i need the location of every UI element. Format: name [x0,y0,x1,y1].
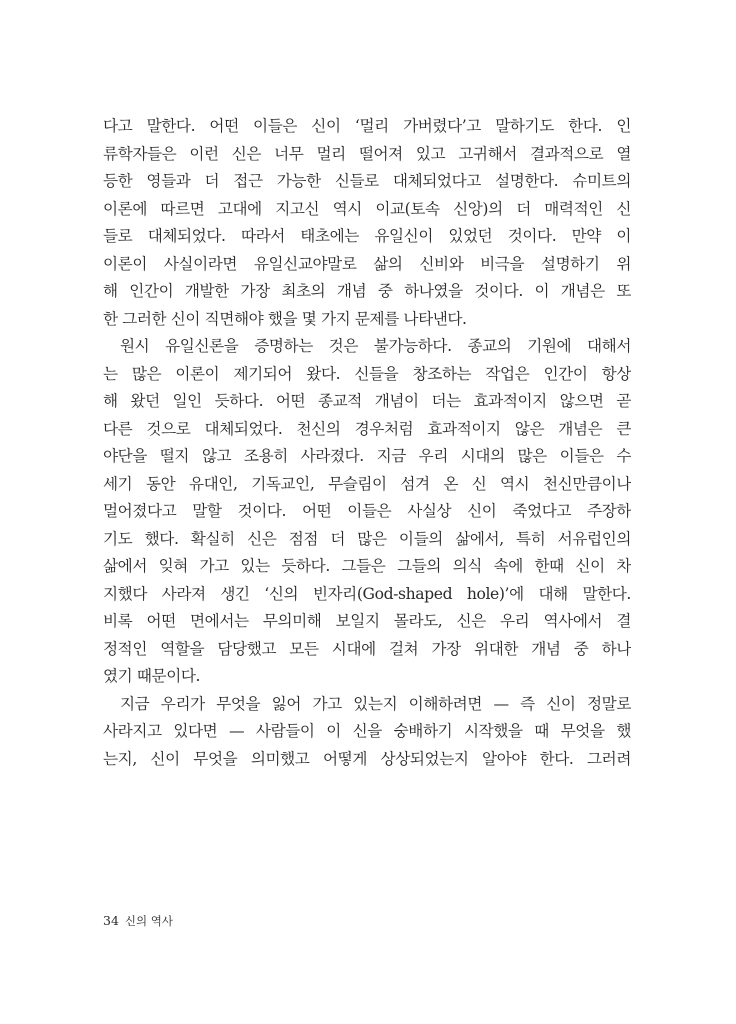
text-line: 야단을 떨지 않고 조용히 사라졌다. 지금 우리 시대의 많은 이들은 수 [103,447,631,465]
paragraph-end-line: 였기 때문이다. [103,667,201,685]
text-line: 세기 동안 유대인, 기독교인, 무슬림이 섬겨 온 신 역시 천신만큼이나 [103,474,631,493]
paragraph-start-line: 지금 우리가 무엇을 잃어 가고 있는지 이해하려면 — 즉 신이 정말로 [120,694,631,713]
text-line: 는지, 신이 무엇을 의미했고 어떻게 상상되었는지 알아야 한다. 그러려 [103,749,631,768]
text-line: 해 인간이 개발한 가장 최초의 개념 중 하나였을 것이다. 이 개념은 또 [103,282,631,300]
text-line: 정적인 역할을 담당했고 모든 시대에 걸쳐 가장 위대한 개념 중 하나 [103,639,631,658]
text-line: 삶에서 잊혀 가고 있는 듯하다. 그들은 그들의 의식 속에 한때 신이 차 [103,557,631,575]
text-line: 류학자들은 이런 신은 너무 멀리 떨어져 있고 고귀해서 결과적으로 열 [103,144,631,163]
text-line: 비록 어떤 면에서는 무의미해 보일지 몰라도, 신은 우리 역사에서 결 [103,612,631,630]
text-line: 이론에 따르면 고대에 지고신 역시 이교(토속 신앙)의 더 매력적인 신 [103,199,631,218]
text-line: 사라지고 있다면 — 사람들이 이 신을 숭배하기 시작했을 때 무엇을 했 [103,722,631,740]
text-line: 등한 영들과 더 접근 가능한 신들로 대체되었다고 설명한다. 슈미트의 [103,172,631,190]
text-line: 다른 것으로 대체되었다. 천신의 경우처럼 효과적이지 않은 개념은 큰 [103,419,631,438]
running-title: 신의 역사 [124,914,173,928]
text-line: 기도 했다. 확실히 신은 점점 더 많은 이들의 삶에서, 특히 서유럽인의 [103,529,631,548]
text-line: 지했다 사라져 생긴 ‘신의 빈자리(God-shaped hole)’에 대해 말한다. [103,584,631,603]
text-line: 는 많은 이론이 제기되어 왔다. 신들을 창조하는 작업은 인간이 항상 [103,364,631,383]
text-line: 멀어졌다고 말할 것이다. 어떤 이들은 사실상 신이 죽었다고 주장하 [103,502,631,520]
page-footer [103,913,173,929]
page-number: 34 [103,913,119,928]
text-line: 해 왔던 일인 듯하다. 어떤 종교적 개념이 더는 효과적이지 않으면 곧 [103,392,631,410]
text-line: 다고 말한다. 어떤 이들은 신이 ‘멀리 가버렸다’고 말하기도 한다. 인 [103,117,631,135]
text-line: 들로 대체되었다. 따라서 태초에는 유일신이 있었던 것이다. 만약 이 [103,227,631,245]
body-text [103,113,631,773]
paragraph-end-line: 한 그러한 신이 직면해야 했을 몇 가지 문제를 나타낸다. [103,309,467,328]
paragraph-start-line: 원시 유일신론을 증명하는 것은 불가능하다. 종교의 기원에 대해서 [120,337,631,355]
text-line: 이론이 사실이라면 유일신교야말로 삶의 신비와 비극을 설명하기 위 [103,254,631,273]
